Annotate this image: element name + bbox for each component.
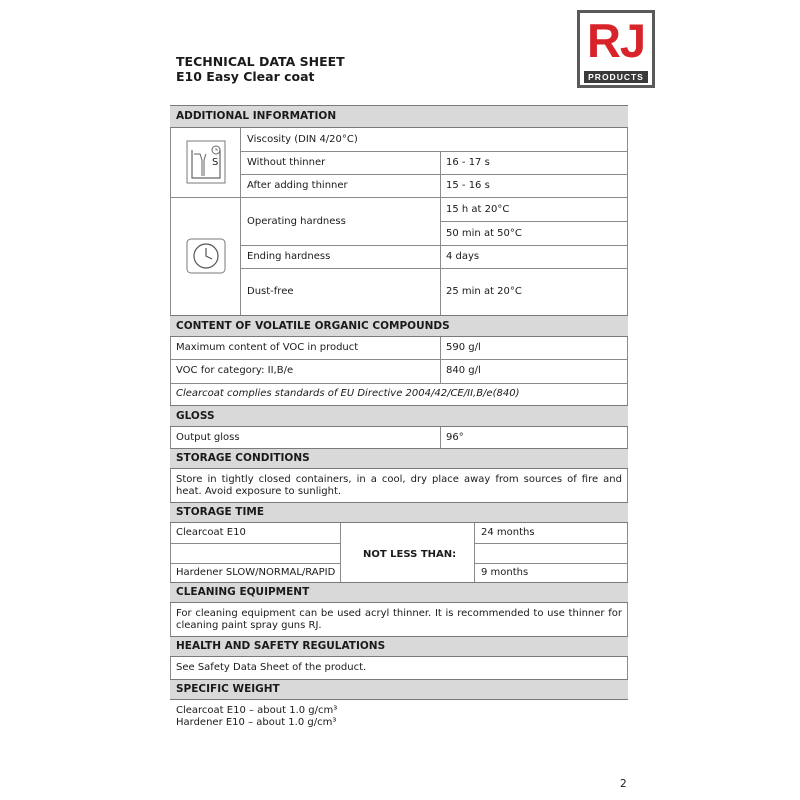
storage-hardener-label: Hardener SLOW/NORMAL/RAPID <box>176 567 336 578</box>
rj-products-logo <box>577 10 655 88</box>
storage-clearcoat-value: 24 months <box>481 527 535 538</box>
after-thinner-value: 15 - 16 s <box>446 180 490 191</box>
weight-line-1: Clearcoat E10 – about 1.0 g/cm³ <box>176 705 338 716</box>
viscosity-cup-icon <box>186 140 226 184</box>
after-thinner-label: After adding thinner <box>247 180 348 191</box>
title-line-2: E10 Easy Clear coat <box>176 69 315 84</box>
title-line-1: TECHNICAL DATA SHEET <box>176 54 345 69</box>
operating-hardness-label: Operating hardness <box>247 216 346 227</box>
operating-hardness-value-2: 50 min at 50°C <box>446 228 522 239</box>
clock-icon <box>186 238 226 274</box>
without-thinner-value: 16 - 17 s <box>446 157 490 168</box>
voc-max-value: 590 g/l <box>446 342 481 353</box>
section-heading-cleaning: CLEANING EQUIPMENT <box>170 582 628 603</box>
section-heading-storage-time: STORAGE TIME <box>170 502 628 523</box>
weight-line-2: Hardener E10 – about 1.0 g/cm³ <box>176 717 337 728</box>
section-heading-gloss: GLOSS <box>170 405 628 427</box>
page-number: 2 <box>620 778 627 790</box>
voc-category-label: VOC for category: II,B/e <box>176 365 294 376</box>
gloss-value: 96° <box>446 432 464 443</box>
ending-hardness-label: Ending hardness <box>247 251 331 262</box>
section-heading-voc: CONTENT OF VOLATILE ORGANIC COMPOUNDS <box>170 315 628 337</box>
ending-hardness-value: 4 days <box>446 251 480 262</box>
dust-free-value: 25 min at 20°C <box>446 286 522 297</box>
viscosity-icon-letter: S <box>212 157 219 168</box>
storage-conditions-text: Store in tightly closed containers, in a cool, dry place away from sources of fire and heat. Avoid exposure to sunlight. <box>176 474 622 497</box>
viscosity-label: Viscosity (DIN 4/20°C) <box>247 134 358 145</box>
section-heading-health: HEALTH AND SAFETY REGULATIONS <box>170 636 628 657</box>
voc-directive-note: Clearcoat complies standards of EU Directive 2004/42/CE/II,B/e(840) <box>176 388 520 399</box>
without-thinner-label: Without thinner <box>247 157 326 168</box>
voc-max-label: Maximum content of VOC in product <box>176 342 359 353</box>
cleaning-text: For cleaning equipment can be used acryl thinner. It is recommended to use thinner for cleaning paint spray guns RJ. <box>176 608 622 631</box>
logo-main-text: RJ <box>586 14 646 67</box>
dust-free-label: Dust-free <box>247 286 294 297</box>
section-heading-weight: SPECIFIC WEIGHT <box>170 679 628 700</box>
operating-hardness-value-1: 15 h at 20°C <box>446 204 510 215</box>
voc-category-value: 840 g/l <box>446 365 481 376</box>
document-title <box>176 54 345 84</box>
storage-clearcoat-label: Clearcoat E10 <box>176 527 246 538</box>
storage-not-less-than: NOT LESS THAN: <box>363 549 457 560</box>
storage-hardener-value: 9 months <box>481 567 529 578</box>
section-heading-additional: ADDITIONAL INFORMATION <box>170 105 628 128</box>
gloss-label: Output gloss <box>176 432 240 443</box>
health-text: See Safety Data Sheet of the product. <box>176 662 367 673</box>
section-heading-storage-conditions: STORAGE CONDITIONS <box>170 448 628 469</box>
logo-sub-text: PRODUCTS <box>584 71 648 83</box>
